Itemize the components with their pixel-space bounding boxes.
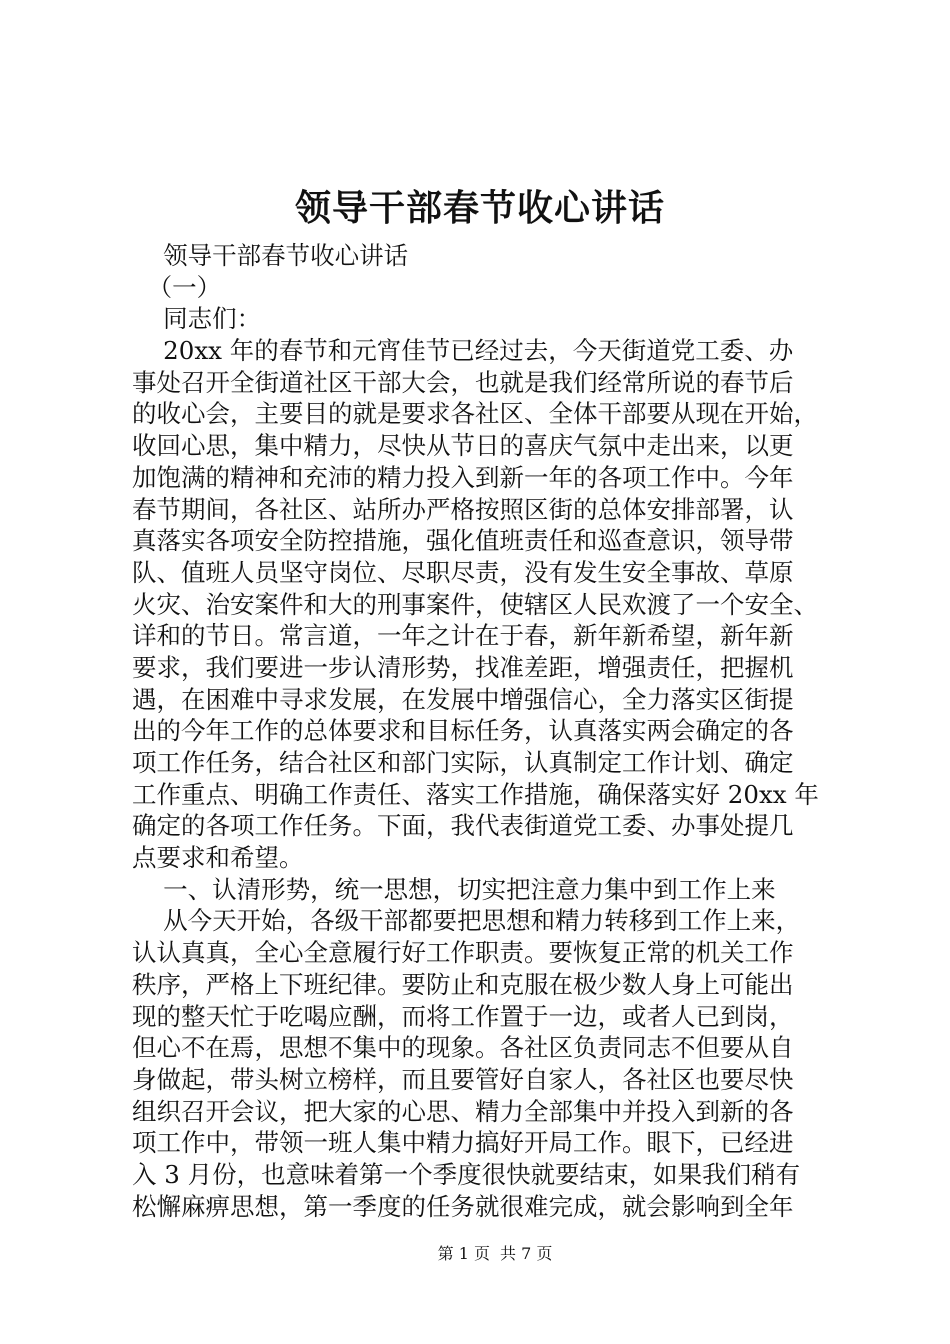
body-line: 确定的各项工作任务。下面，我代表街道党工委、办事处提几 (132, 811, 794, 841)
body-line: 20xx 年的春节和元宵佳节已经过去，今天街道党工委、办 (132, 336, 794, 366)
body-line: 秩序，严格上下班纪律。要防止和克服在极少数人身上可能出 (132, 969, 794, 999)
body-line: 真落实各项安全防控措施，强化值班责任和巡查意识，领导带 (132, 526, 794, 556)
body-line: 身做起，带头树立榜样，而且要管好自家人，各社区也要尽快 (132, 1064, 794, 1094)
page-number: 第 1 页 (437, 1244, 490, 1263)
body-line: 火灾、治安案件和大的刑事案件，使辖区人民欢渡了一个安全、 (132, 589, 818, 619)
body-line: 领导干部春节收心讲话 (132, 241, 409, 270)
section-heading: 一、认清形势，统一思想，切实把注意力集中到工作上来 (132, 874, 776, 904)
body-line: 但心不在焉，思想不集中的现象。各社区负责同志不但要从自 (132, 1033, 794, 1063)
body-line: 收回心思，集中精力，尽快从节日的喜庆气氛中走出来，以更 (132, 431, 794, 461)
page-total: 共 7 页 (500, 1244, 553, 1263)
page-footer (0, 1243, 950, 1265)
body-line: 松懈麻痹思想，第一季度的任务就很难完成，就会影响到全年 (132, 1191, 794, 1221)
body-line: 的收心会，主要目的就是要求各社区、全体干部要从现在开始， (132, 399, 818, 429)
body-line: 点要求和希望。 (132, 843, 304, 873)
body-line: 组织召开会议，把大家的心思、精力全部集中并投入到新的各 (132, 1096, 794, 1126)
body-line: 认认真真，全心全意履行好工作职责。要恢复正常的机关工作 (132, 938, 794, 968)
body-line: 入 3 月份，也意味着第一个季度很快就要结束，如果我们稍有 (132, 1159, 801, 1189)
body-line: 加饱满的精神和充沛的精力投入到新一年的各项工作中。今年 (132, 462, 794, 492)
body-line: 要求，我们要进一步认清形势，找准差距，增强责任，把握机 (132, 652, 794, 682)
body-line: 从今天开始，各级干部都要把思想和精力转移到工作上来， (132, 906, 801, 936)
body-line: 春节期间，各社区、站所办严格按照区街的总体安排部署，认 (132, 494, 794, 524)
body-line: 项工作任务，结合社区和部门实际，认真制定工作计划、确定 (132, 748, 794, 777)
body-line: 遇，在困难中寻求发展，在发展中增强信心，全力落实区街提 (132, 684, 794, 714)
body-line: 同志们： (132, 304, 262, 334)
body-line: 事处召开全街道社区干部大会，也就是我们经常所说的春节后 (132, 367, 794, 397)
body-line: 详和的节日。常言道，一年之计在于春，新年新希望，新年新 (132, 621, 794, 651)
document-body (132, 240, 832, 1222)
document-title: 领导干部春节收心讲话 (294, 187, 665, 229)
body-line: 队、值班人员坚守岗位、尽职尽责，没有发生安全事故、草原 (132, 557, 794, 587)
body-line: 项工作中，带领一班人集中精力搞好开局工作。眼下，已经进 (132, 1128, 794, 1158)
body-line: （一） (132, 272, 222, 302)
body-line: 出的今年工作的总体要求和目标任务，认真落实两会确定的各 (132, 716, 794, 746)
body-line: 现的整天忙于吃喝应酬，而将工作置于一边，或者人已到岗， (132, 1001, 794, 1031)
body-line: 工作重点、明确工作责任、落实工作措施，确保落实好 20xx 年 (132, 779, 819, 809)
